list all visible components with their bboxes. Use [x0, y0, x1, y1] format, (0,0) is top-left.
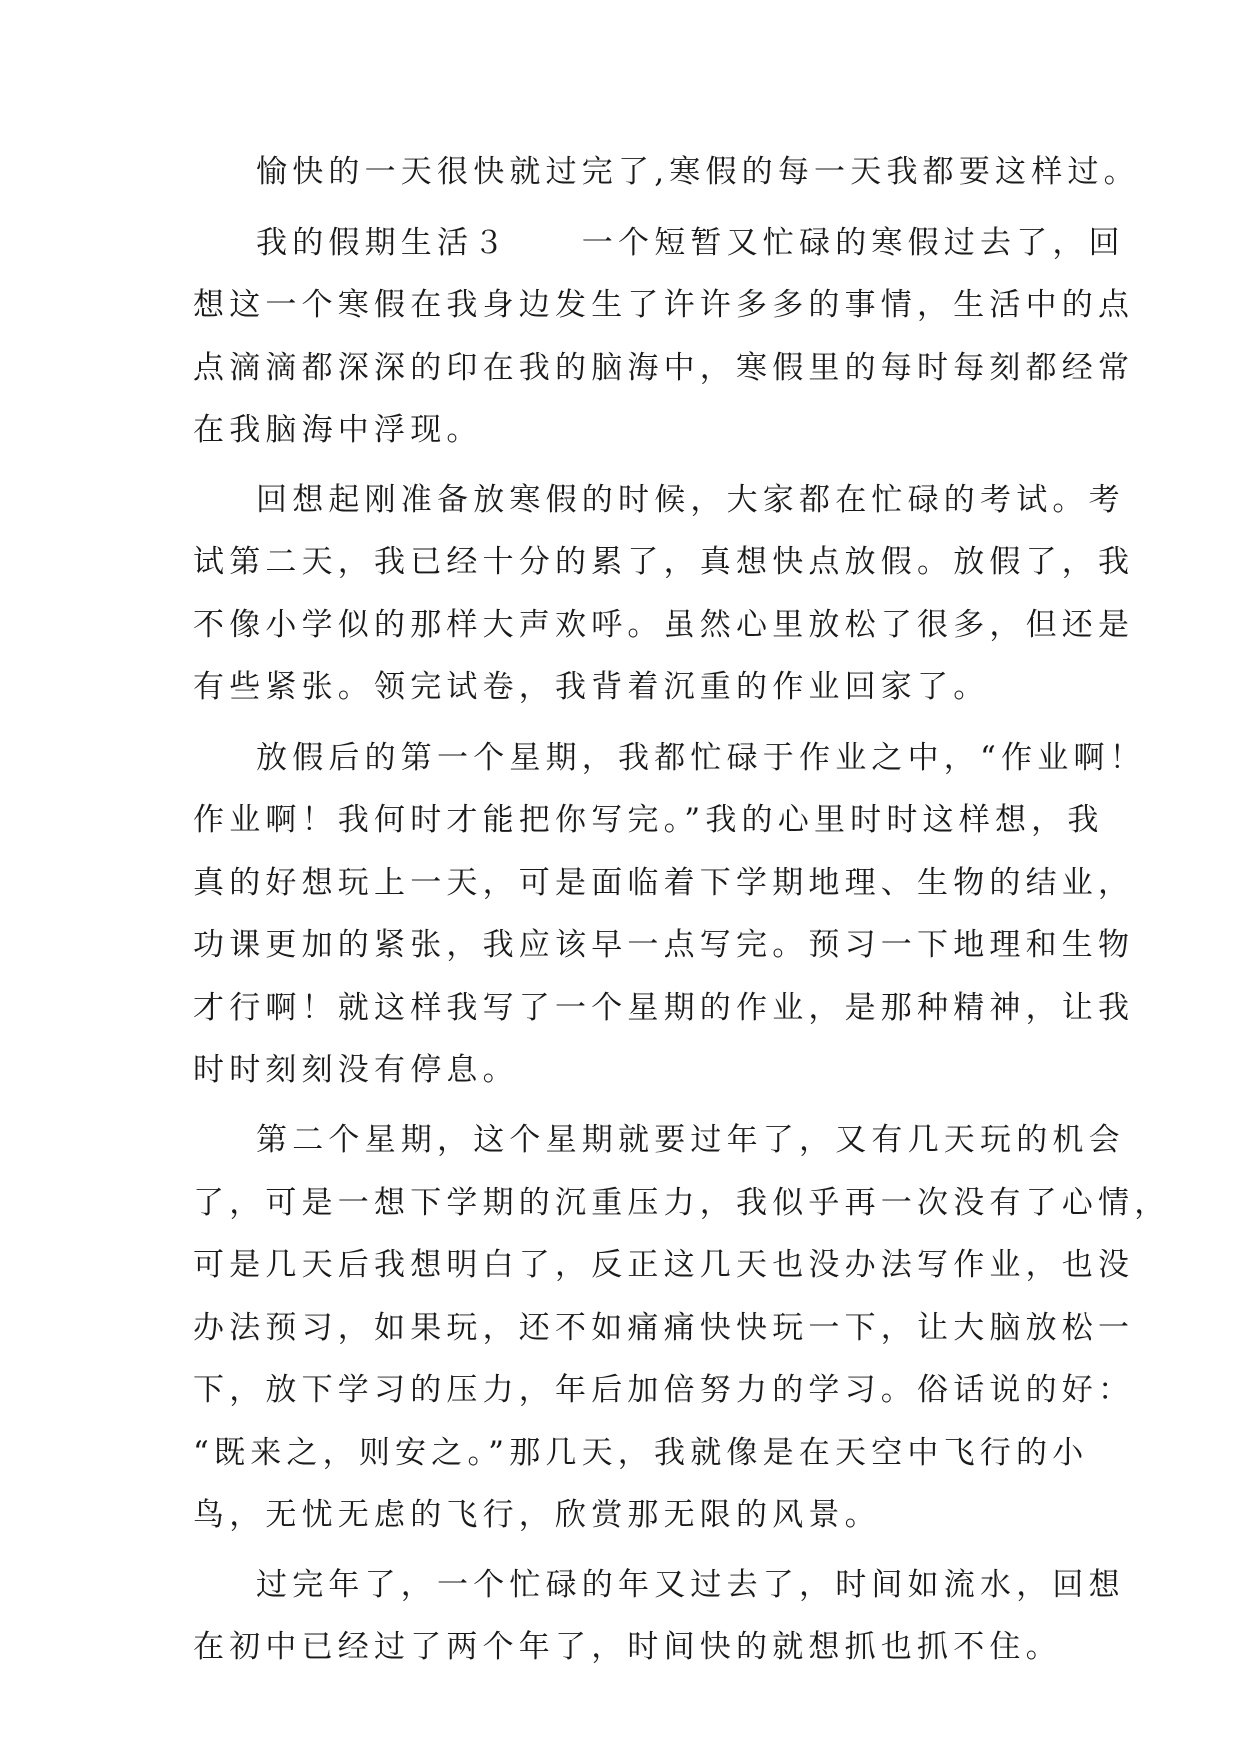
text-line: 了，可是一想下学期的沉重压力，我似乎再一次没有了心情， — [193, 1185, 1171, 1221]
text-line: 作业啊！我何时才能把你写完。”我的心里时时这样想，我 — [193, 802, 1104, 838]
text-line: 办法预习，如果玩，还不如痛痛快快玩一下，让大脑放松一 — [193, 1310, 1135, 1346]
text-line: 在初中已经过了两个年了，时间快的就想抓也抓不住。 — [193, 1629, 1062, 1665]
text-line: 我的假期生活３ 一个短暂又忙碌的寒假过去了，回 — [256, 225, 1125, 261]
text-line: “既来之，则安之。”那几天，我就像是在天空中飞行的小 — [193, 1435, 1089, 1471]
text-line: 鸟，无忧无虑的飞行，欣赏那无限的风景。 — [193, 1497, 881, 1533]
text-line: 愉快的一天很快就过完了,寒假的每一天我都要这样过。 — [256, 154, 1140, 190]
text-line: 时时刻刻没有停息。 — [193, 1052, 519, 1088]
text-line: 才行啊！就这样我写了一个星期的作业，是那种精神，让我 — [193, 990, 1135, 1026]
text-line: 点滴滴都深深的印在我的脑海中，寒假里的每时每刻都经常 — [193, 350, 1135, 386]
text-line: 想这一个寒假在我身边发生了许许多多的事情，生活中的点 — [193, 287, 1135, 323]
text-line: 过完年了，一个忙碌的年又过去了，时间如流水，回想 — [256, 1567, 1125, 1603]
text-line: 功课更加的紧张，我应该早一点写完。预习一下地理和生物 — [193, 927, 1135, 963]
text-line: 有些紧张。领完试卷，我背着沉重的作业回家了。 — [193, 669, 990, 705]
text-line: 下，放下学习的压力，年后加倍努力的学习。俗话说的好： — [193, 1372, 1135, 1408]
text-line: 不像小学似的那样大声欢呼。虽然心里放松了很多，但还是 — [193, 607, 1135, 643]
text-line: 真的好想玩上一天，可是面临着下学期地理、生物的结业， — [193, 865, 1135, 901]
text-line: 第二个星期，这个星期就要过年了，又有几天玩的机会 — [256, 1122, 1125, 1158]
text-line: 试第二天，我已经十分的累了，真想快点放假。放假了，我 — [193, 544, 1135, 580]
text-line: 可是几天后我想明白了，反正这几天也没办法写作业，也没 — [193, 1247, 1135, 1283]
text-line: 回想起刚准备放寒假的时候，大家都在忙碌的考试。考 — [256, 482, 1125, 518]
text-line: 放假后的第一个星期，我都忙碌于作业之中，“作业啊！ — [256, 740, 1146, 776]
text-line: 在我脑海中浮现。 — [193, 412, 483, 448]
